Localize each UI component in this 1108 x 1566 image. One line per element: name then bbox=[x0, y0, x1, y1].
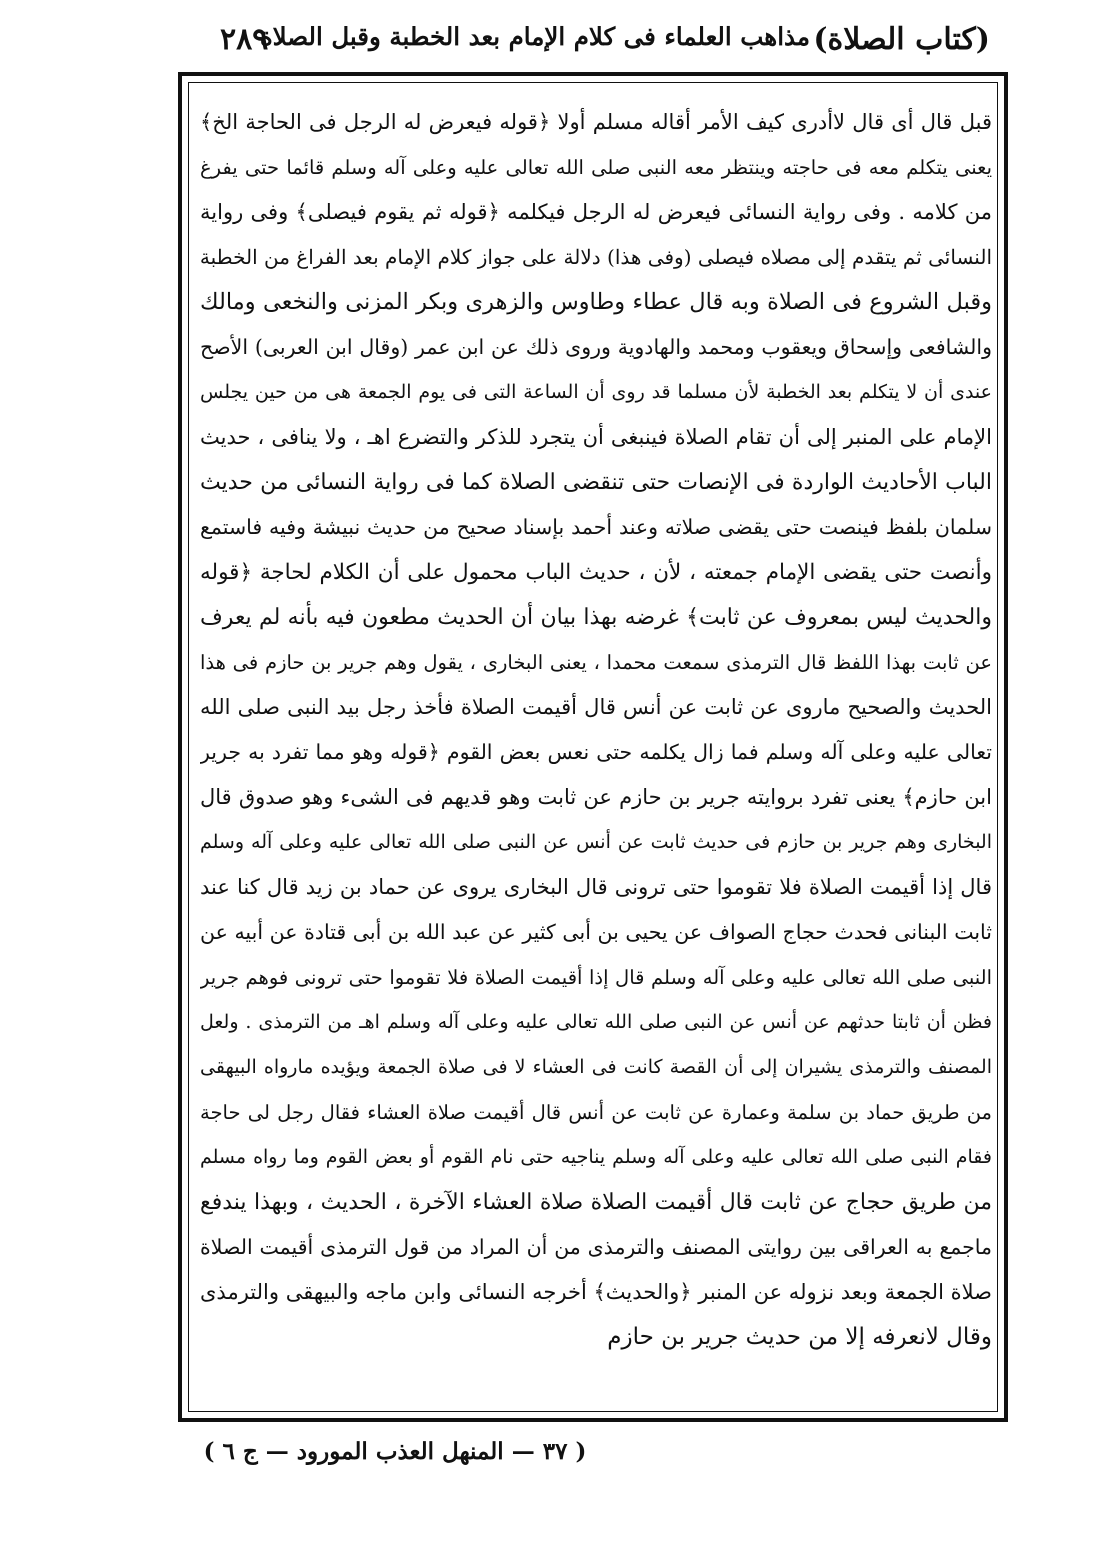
text-line: وأنصت حتى يقضى الإمام جمعته ، لأن ، حديث الباب محمول على أن الكلام لحاجة ﴿قوله bbox=[200, 560, 992, 585]
text-line: من طريق حجاج عن ثابت قال أقيمت الصلاة صلاة العشاء الآخرة ، الحديث ، وبهذا يندفع bbox=[200, 1190, 992, 1215]
text-line: البخارى وهم جرير بن حازم فى حديث ثابت عن أنس عن النبى صلى الله تعالى عليه وعلى آله وسلم bbox=[200, 831, 992, 853]
text-line: عن ثابت بهذا اللفظ قال الترمذى سمعت محمدا ، يعنى البخارى ، يقول وهم جرير بن حازم فى هذا bbox=[200, 651, 992, 674]
text-line: فقام النبى صلى الله تعالى عليه وعلى آله وسلم يناجيه حتى نام القوم أو بعض القوم وما رواه مسلم bbox=[200, 1146, 992, 1168]
page-footer: ( ٣٧ — المنهل العذب المورود — ج ٦ ) bbox=[203, 1438, 587, 1465]
page-number: ٢٨٩ bbox=[220, 22, 269, 57]
text-line: قبل قال أى قال لاأدرى كيف الأمر أقاله مسلم أولا ﴿قوله فيعرض له الرجل فى الحاجة الخ﴾ bbox=[200, 110, 992, 134]
text-line: الباب الأحاديث الواردة فى الإنصات حتى تنقضى الصلاة كما فى رواية النسائى من حديث bbox=[200, 470, 992, 495]
text-line: قال إذا أقيمت الصلاة فلا تقوموا حتى ترونى قال البخارى يروى عن حماد بن زيد قال كنا عند bbox=[200, 875, 992, 899]
text-line: والحديث ليس بمعروف عن ثابت﴾ غرضه بهذا بيان أن الحديث مطعون فيه بأنه لم يعرف bbox=[200, 605, 992, 630]
text-line: الإمام على المنبر إلى أن تقام الصلاة فينبغى أن يتجرد للذكر والتضرع اهـ ، ولا ينافى ، حديث bbox=[200, 425, 992, 449]
text-line: صلاة الجمعة وبعد نزوله عن المنبر ﴿والحديث﴾ أخرجه النسائى وابن ماجه والبيهقى والترمذى bbox=[200, 1280, 992, 1304]
text-line: ماجمع به العراقى بين روايتى المصنف والترمذى من أن المراد من قول الترمذى أقيمت الصلاة bbox=[200, 1235, 992, 1259]
text-line: النسائى ثم يتقدم إلى مصلاه فيصلى (وفى هذا) دلالة على جواز كلام الإمام بعد الفراغ من الخطبة bbox=[200, 245, 992, 269]
text-line: ابن حازم﴾ يعنى تفرد بروايته جرير بن حازم عن ثابت وهو قديهم فى الشىء وهو صدوق قال bbox=[200, 785, 992, 809]
text-line: من طريق حماد بن سلمة وعمارة عن ثابت عن أنس قال أقيمت صلاة العشاء فقال رجل لى حاجة bbox=[200, 1101, 992, 1124]
text-line: فظن أن ثابتا حدثهم عن أنس عن النبى صلى الله تعالى عليه وعلى آله وسلم اهـ من الترمذى . ولعل bbox=[200, 1011, 992, 1033]
text-line: النبى صلى الله تعالى عليه وعلى آله وسلم قال إذا أقيمت الصلاة فلا تقوموا حتى ترونى فوهم جرير bbox=[200, 966, 992, 989]
header-chapter-title: مذاهب العلماء فى كلام الإمام بعد الخطبة وقبل الصلاة bbox=[259, 22, 810, 51]
running-header bbox=[200, 22, 990, 72]
body-text bbox=[200, 100, 992, 1360]
text-line: وقال لانعرفه إلا من حديث جرير بن حازم bbox=[607, 1324, 992, 1350]
text-line: الحديث والصحيح ماروى عن ثابت عن أنس قال أقيمت الصلاة فأخذ رجل بيد النبى صلى الله bbox=[200, 695, 992, 719]
text-line: سلمان بلفظ فينصت حتى يقضى صلاته وعند أحمد بإسناد صحيح من حديث نبيشة وفيه فاستمع bbox=[200, 515, 992, 539]
text-line: والشافعى وإسحاق ويعقوب ومحمد والهادوية وروى ذلك عن ابن عمر (وقال ابن العربى) الأصح bbox=[200, 335, 992, 359]
header-book-title: (كتاب الصلاة) bbox=[813, 22, 990, 57]
text-line: من كلامه . وفى رواية النسائى فيعرض له الرجل فيكلمه ﴿قوله ثم يقوم فيصلى﴾ وفى رواية bbox=[200, 200, 992, 224]
text-line: تعالى عليه وعلى آله وسلم فما زال يكلمه حتى نعس بعض القوم ﴿قوله وهو مما تفرد به جرير bbox=[200, 740, 992, 764]
text-line: المصنف والترمذى يشيران إلى أن القصة كانت فى العشاء لا فى صلاة الجمعة ويؤيده مارواه البيهقى bbox=[200, 1056, 992, 1078]
text-line: يعنى يتكلم معه فى حاجته وينتظر معه النبى صلى الله تعالى عليه وعلى آله وسلم قائما حتى يفرغ bbox=[200, 156, 992, 179]
text-line: عندى أن لا يتكلم بعد الخطبة لأن مسلما قد روى أن الساعة التى فى يوم الجمعة هى من حين يجلس bbox=[200, 381, 992, 403]
text-line: وقبل الشروع فى الصلاة وبه قال عطاء وطاوس والزهرى وبكر المزنى والنخعى ومالك bbox=[200, 289, 992, 315]
text-line: ثابت البنانى فحدث حجاج الصواف عن يحيى بن أبى كثير عن عبد الله بن أبى قتادة عن أبيه عن bbox=[200, 920, 992, 944]
